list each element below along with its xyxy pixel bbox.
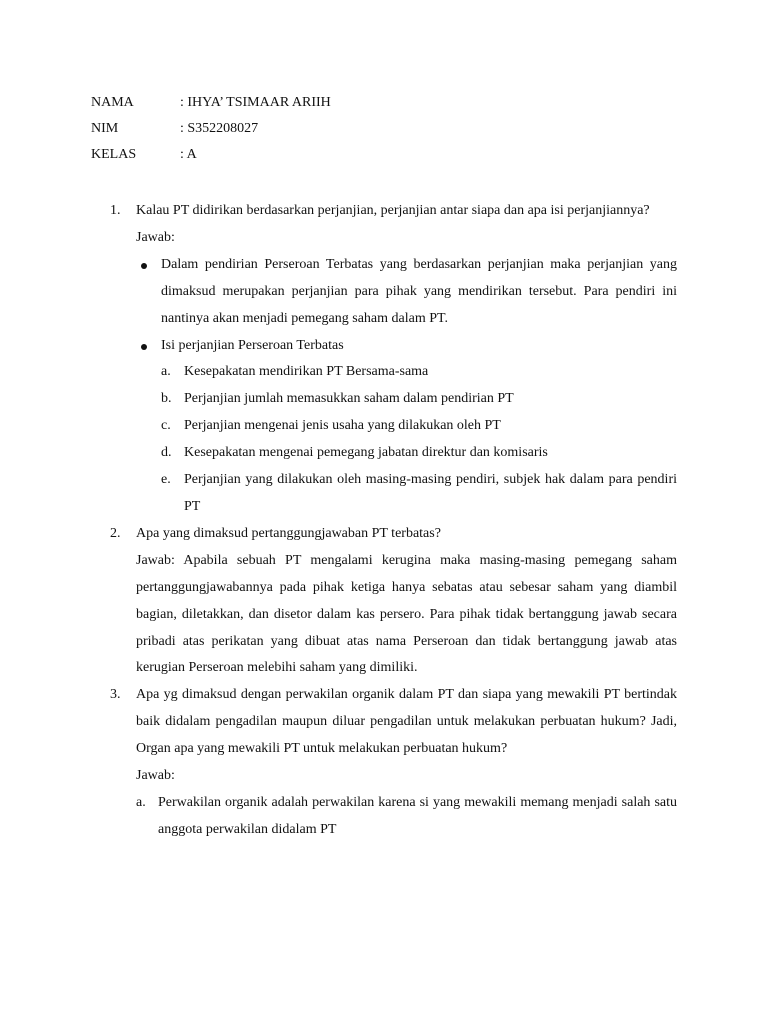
answer-text: Jawab: Apabila sebuah PT mengalami kerugina maka masing-masing pemegang saham pertanggungjawabannya pada pihak ketiga hanya sebatas atau sebesar saham yang diambil bagian, diletakkan, dan disetor dalam kas persero. Para pihak tidak bertanggung jawab secara pribadi atas perikatan yang dibuat atas nama Perseroan dan tidak bertanggung jawab atas kerugian Perseroan melebihi saham yang dimiliki.	[136, 552, 677, 676]
sub-item-text: Kesepakatan mendirikan PT Bersama-sama	[184, 364, 429, 380]
bullet-icon	[141, 263, 147, 269]
question-text: Kalau PT didirikan berdasarkan perjanjian, perjanjian antar siapa dan apa isi perjanjiannya?	[136, 203, 650, 218]
question-3	[110, 682, 677, 843]
class-value: : A	[180, 147, 197, 162]
answer-item-text: Perwakilan organik adalah perwakilan karena si yang mewakili memang menjadi salah satu anggota perwakilan didalam PT	[158, 794, 677, 837]
sub-item-letter: a.	[161, 364, 171, 380]
sub-item-letter: c.	[161, 418, 171, 434]
question-1	[110, 198, 677, 521]
bullet-text: Dalam pendirian Perseroan Terbatas yang berdasarkan perjanjian maka perjanjian yang dimaksud merupakan perjanjian para pihak yang mendirikan tersebut. Para pendiri ini nantinya akan menjadi pemegang saham dalam PT.	[161, 256, 677, 326]
sub-item-text: Perjanjian mengenai jenis usaha yang dilakukan oleh PT	[184, 418, 501, 434]
bullet-item	[136, 252, 677, 333]
class-label: KELAS	[91, 147, 137, 162]
name-label: NAMA	[91, 95, 134, 110]
bullet-icon	[141, 344, 147, 350]
answer-label: Jawab:	[136, 768, 175, 784]
bullet-text: Isi perjanjian Perseroan Terbatas	[161, 337, 344, 353]
name-value: : IHYA’ TSIMAAR ARIIH	[180, 95, 331, 110]
bullet-item	[136, 333, 677, 360]
question-number: 2.	[110, 525, 121, 541]
question-text: Apa yang dimaksud pertanggungjawaban PT terbatas?	[136, 525, 441, 541]
answer-item	[136, 790, 677, 844]
sub-item-letter: e.	[161, 472, 171, 488]
answer-item-letter: a.	[136, 794, 146, 810]
sub-item	[136, 386, 677, 413]
nim-label: NIM	[91, 121, 119, 136]
sub-item	[136, 467, 677, 521]
question-text: Apa yg dimaksud dengan perwakilan organik dalam PT dan siapa yang mewakili PT bertindak baik didalam pengadilan maupun diluar pengadilan untuk melakukan perbuatan hukum? Jadi, Organ apa yang mewakili PT untuk melakukan perbuatan hukum?	[136, 687, 677, 757]
question-number: 3.	[110, 687, 121, 703]
answer-label: Jawab:	[136, 229, 175, 245]
sub-item-letter: b.	[161, 391, 172, 407]
sub-item	[136, 413, 677, 440]
question-number: 1.	[110, 203, 121, 218]
sub-item	[136, 359, 677, 386]
sub-item-text: Perjanjian yang dilakukan oleh masing-masing pendiri, subjek hak dalam para pendiri PT	[184, 472, 677, 514]
question-list	[110, 198, 677, 844]
sub-item-text: Kesepakatan mengenai pemegang jabatan direktur dan komisaris	[184, 445, 548, 461]
sub-item	[136, 440, 677, 467]
question-2	[110, 521, 677, 682]
sub-item-letter: d.	[161, 445, 172, 461]
nim-value: : S352208027	[180, 121, 259, 136]
sub-item-text: Perjanjian jumlah memasukkan saham dalam pendirian PT	[184, 391, 514, 407]
